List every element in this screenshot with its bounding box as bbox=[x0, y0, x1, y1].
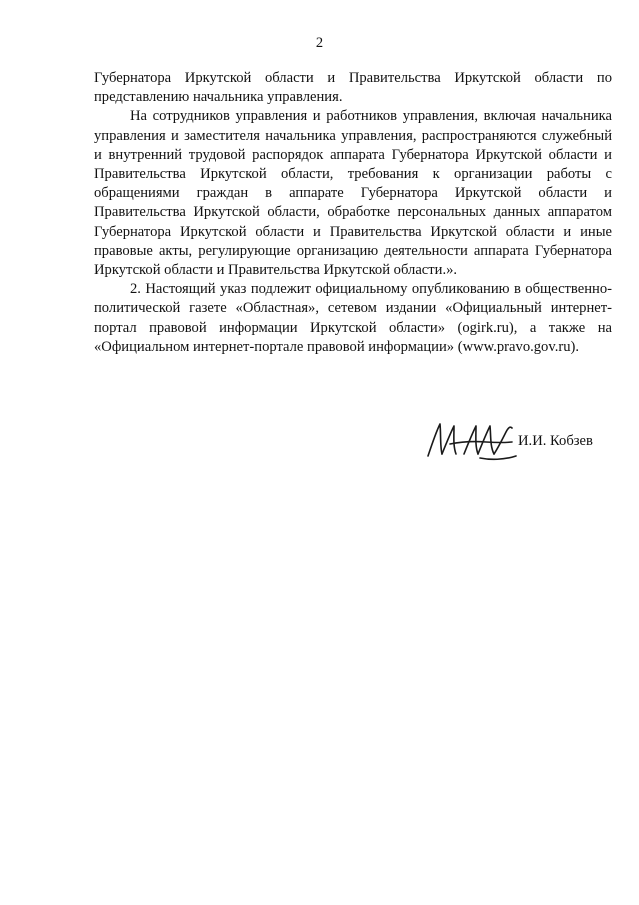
signer-name: И.И. Кобзев bbox=[518, 433, 593, 449]
paragraph-employees-rules: На сотрудников управления и работников управления, включая начальника управления и заместителя начальника управления, распространяются служебный и внутренний трудовой распорядок аппарата Губернатора Иркутской области и Правительства Иркутской области, требования к организации работы с обращениями граждан в аппарате Губернатора Иркутской области и Правительства Иркутской области, обработке персональных данных аппаратом Губернатора Иркутской области и Правительства Иркутской области и иные правовые акты, регулирующие организацию деятельности аппарата Губернатора Иркутской области и Правительства Иркутской области.». bbox=[94, 108, 612, 279]
signature-block bbox=[420, 418, 620, 468]
document-body bbox=[94, 69, 612, 357]
paragraph-continuation: Губернатора Иркутской области и Правительства Иркутской области по представлению начальника управления. bbox=[94, 70, 612, 106]
page-number: 2 bbox=[315, 35, 324, 51]
paragraph-publication-clause: 2. Настоящий указ подлежит официальному опубликованию в общественно-политической газете «Областная», сетевом издании «Официальный интернет-портал правовой информации Иркутской области» (ogirk.ru), а также на «Официальном интернет-портале правовой информации» (www.pravo.gov.ru). bbox=[94, 281, 612, 355]
